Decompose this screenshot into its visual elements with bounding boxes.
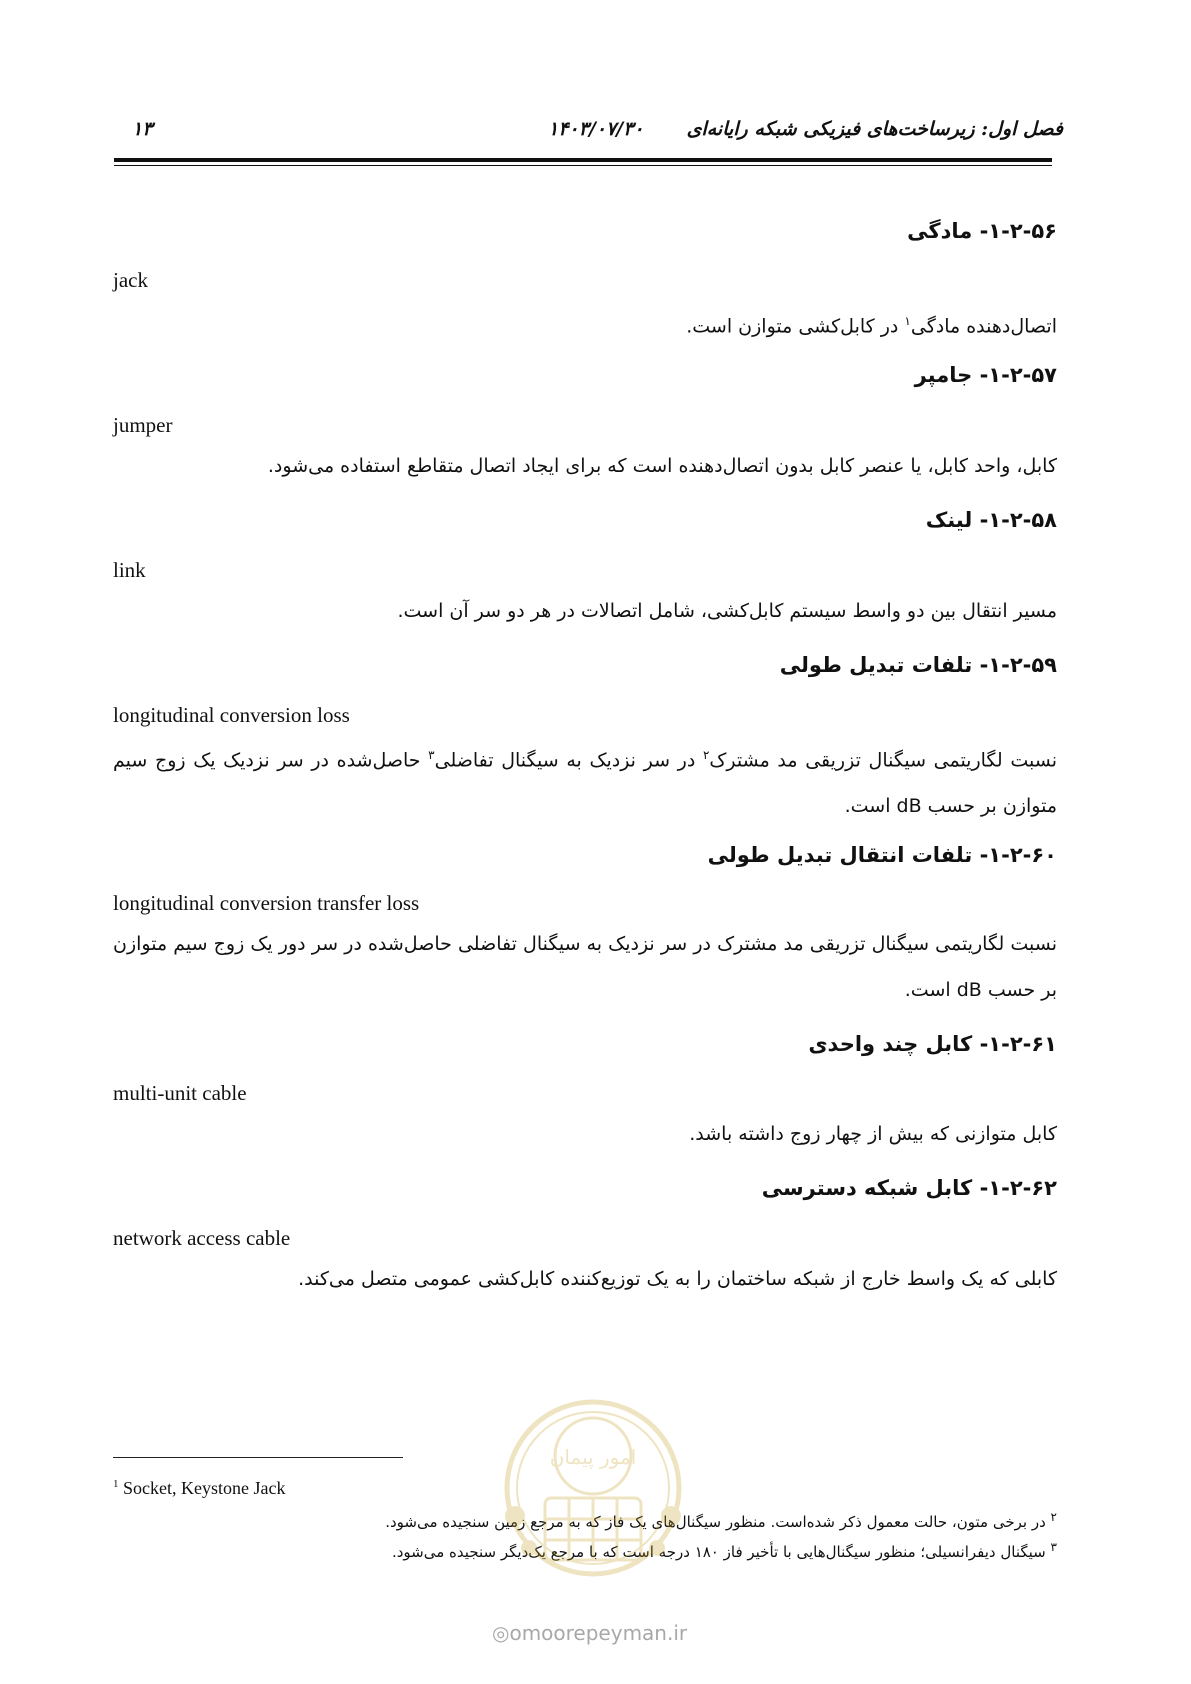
watermark-seal-icon xyxy=(493,1398,693,1588)
section-heading: ۱-۲-۵۸- لینک xyxy=(925,508,1057,532)
globe-icon: ◎ xyxy=(492,1621,510,1645)
section-heading: ۱-۲-۶۱- کابل چند واحدی xyxy=(808,1032,1057,1056)
page-number: ۱۳ xyxy=(132,118,153,140)
definition: اتصال‌دهنده مادگی$^۱$ در کابل‌کشی متوازن است. xyxy=(686,314,1057,338)
footnote-1: $^1$ Socket, Keystone Jack xyxy=(113,1478,286,1498)
footnote-ref: ۱ xyxy=(904,314,911,328)
section-heading: ۱-۲-۵۶- مادگی xyxy=(907,219,1057,243)
term-english: longitudinal conversion transfer loss xyxy=(113,891,420,915)
running-header-title: فصل اول: زیرساخت‌های فیزیکی شبکه رایانه‌ای xyxy=(686,118,1063,140)
term-english: longitudinal conversion loss xyxy=(113,703,350,727)
footnote-ref: ۲ xyxy=(702,748,710,762)
definition: کابل متوازنی که بیش از چهار زوج داشته باشد. xyxy=(689,1123,1057,1145)
section-heading: ۱-۲-۵۷- جامپر xyxy=(914,363,1057,387)
definition: نسبت لگاریتمی سیگنال تزریقی مد مشترک$^۲$ در سر نزدیک به سیگنال تفاضلی$^۳$ حاصل‌شده در سر نزدیک یک زوج سیم متوازن بر حسب dB است. xyxy=(113,748,1057,818)
footnote-separator xyxy=(113,1457,403,1458)
footnote-2: $^۲$ در برخی متون، حالت معمول ذکر شده‌است. منظور سیگنال‌های یک فاز که به مرجع زمین سنجیده می‌شود. xyxy=(385,1510,1057,1531)
section-heading: ۱-۲-۵۹- تلفات تبدیل طولی xyxy=(779,653,1057,677)
watermark-site: ◎omoorepeyman.ir xyxy=(492,1621,688,1645)
definition: نسبت لگاریتمی سیگنال تزریقی مد مشترک در سر نزدیک به سیگنال تفاضلی حاصل‌شده در سر دور یک زوج سیم متوازن بر حسب dB است. xyxy=(113,933,1057,1001)
definition: کابل، واحد کابل، یا عنصر کابل بدون اتصال‌دهنده است که برای ایجاد اتصال متقاطع استفاده می‌شود. xyxy=(267,455,1057,477)
term-english: jumper xyxy=(113,413,173,437)
definition: مسیر انتقال بین دو واسط سیستم کابل‌کشی، شامل اتصالات در هر دو سر آن است. xyxy=(397,600,1057,622)
footnote-ref: ۳ xyxy=(428,748,435,762)
section-heading: ۱-۲-۶۰- تلفات انتقال تبدیل طولی xyxy=(707,843,1057,867)
footnote-3: $^۳$ سیگنال دیفرانسیلی؛ منظور سیگنال‌هایی با تأخیر فاز ۱۸۰ درجه است که با مرجع یک‌دیگر سنجیده می‌شود. xyxy=(391,1540,1057,1561)
term-english: network access cable xyxy=(113,1226,291,1250)
seal-text: امور پیمان xyxy=(549,1445,637,1469)
header-rule-thin xyxy=(114,165,1052,166)
header-rule-thick xyxy=(114,158,1052,162)
running-header-date: ۱۴۰۳/۰۷/۳۰ xyxy=(548,118,644,140)
term-english: jack xyxy=(113,268,148,292)
term-english: multi-unit cable xyxy=(113,1081,247,1105)
definition: کابلی که یک واسط خارج از شبکه ساختمان را به یک توزیع‌کننده کابل‌کشی عمومی متصل می‌کند. xyxy=(298,1268,1057,1290)
section-heading: ۱-۲-۶۲- کابل شبکه دسترسی xyxy=(761,1176,1057,1200)
term-english: link xyxy=(113,558,146,582)
